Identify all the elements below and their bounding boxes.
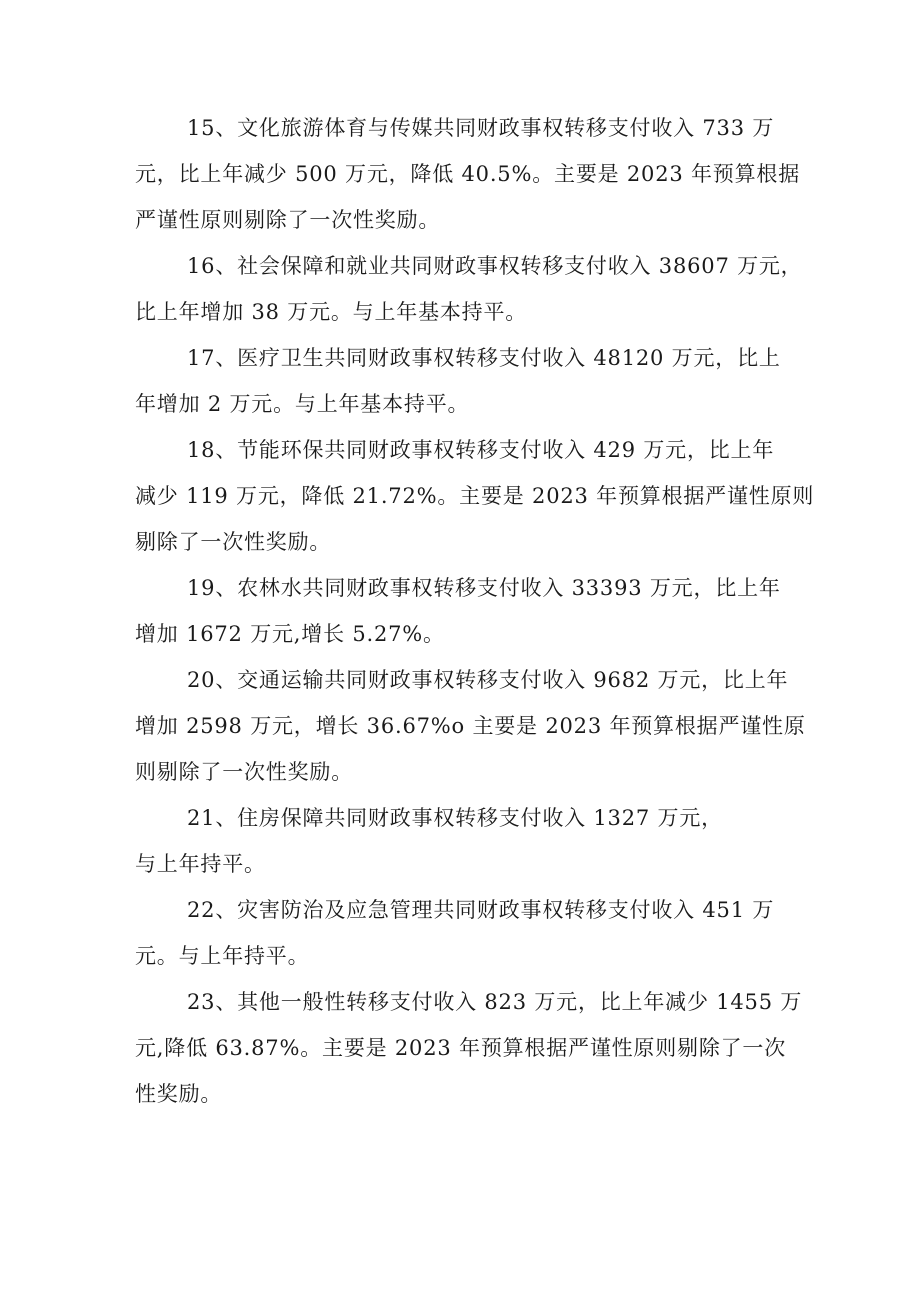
document-body — [135, 105, 815, 1117]
paragraph-line: 比上年增加 38 万元。与上年基本持平。 — [135, 300, 528, 324]
paragraph-17 — [135, 335, 795, 427]
paragraph-18 — [135, 427, 815, 565]
paragraph-21 — [135, 795, 795, 887]
paragraph-line: 与上年持平。 — [135, 852, 266, 876]
paragraph-line: 增加 1672 万元,增长 5.27%。 — [135, 622, 445, 646]
paragraph-line: 16、社会保障和就业共同财政事权转移支付收入 38607 万元， — [187, 254, 803, 278]
paragraph-line: 17、医疗卫生共同财政事权转移支付收入 48120 万元，比上 — [187, 346, 781, 370]
paragraph-line: 严谨性原则剔除了一次性奖励。 — [135, 208, 441, 232]
paragraph-line: 22、灾害防治及应急管理共同财政事权转移支付收入 451 万 — [187, 898, 775, 922]
paragraph-20 — [135, 657, 806, 795]
paragraph-line: 21、住房保障共同财政事权转移支付收入 1327 万元， — [187, 806, 723, 830]
paragraph-line: 18、节能环保共同财政事权转移支付收入 429 万元，比上年 — [187, 438, 775, 462]
paragraph-15 — [135, 105, 801, 243]
paragraph-line: 年增加 2 万元。与上年基本持平。 — [135, 392, 470, 416]
paragraph-line: 减少 119 万元，降低 21.72%。主要是 2023 年预算根据严谨性原则 — [135, 484, 815, 508]
paragraph-line: 剔除了一次性奖励。 — [135, 530, 332, 554]
paragraph-line: 元。与上年持平。 — [135, 944, 310, 968]
paragraph-line: 性奖励。 — [135, 1082, 223, 1106]
paragraph-23 — [135, 979, 803, 1117]
paragraph-16 — [135, 243, 803, 335]
paragraph-line: 23、其他一般性转移支付收入 823 万元，比上年减少 1455 万 — [187, 990, 803, 1014]
paragraph-line: 15、文化旅游体育与传媒共同财政事权转移支付收入 733 万 — [187, 116, 775, 140]
paragraph-line: 则剔除了一次性奖励。 — [135, 760, 353, 784]
paragraph-line: 增加 2598 万元，增长 36.67%o 主要是 2023 年预算根据严谨性原 — [135, 714, 806, 738]
paragraph-19 — [135, 565, 795, 657]
paragraph-22 — [135, 887, 795, 979]
paragraph-line: 20、交通运输共同财政事权转移支付收入 9682 万元，比上年 — [187, 668, 789, 692]
paragraph-line: 19、农林水共同财政事权转移支付收入 33393 万元，比上年 — [187, 576, 781, 600]
paragraph-line: 元，比上年减少 500 万元，降低 40.5%。主要是 2023 年预算根据 — [135, 162, 801, 186]
paragraph-line: 元,降低 63.87%。主要是 2023 年预算根据严谨性原则剔除了一次 — [135, 1036, 787, 1060]
